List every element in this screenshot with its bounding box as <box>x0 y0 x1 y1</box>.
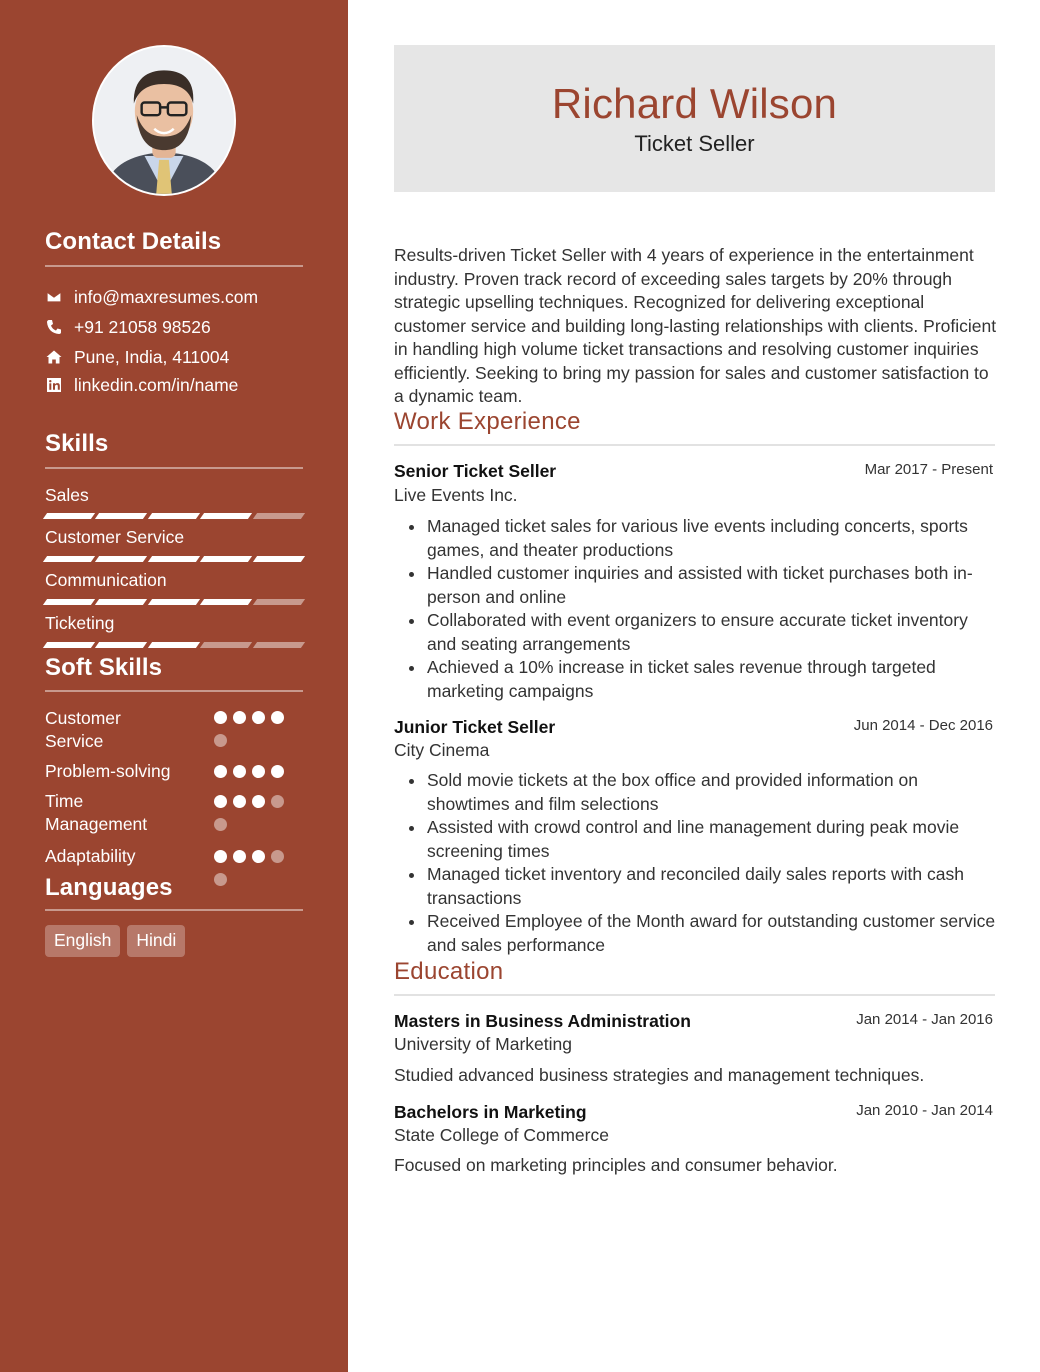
name-header <box>394 45 995 192</box>
profile-photo <box>92 45 236 196</box>
language-chip: English <box>45 925 120 957</box>
skill-segment-filled <box>148 513 201 519</box>
skill-level-bar <box>45 642 303 648</box>
job-dates: Jun 2014 - Dec 2016 <box>853 717 993 734</box>
skill-segment-filled <box>43 599 96 605</box>
skill-name: Customer Service <box>45 527 185 547</box>
contact-divider <box>45 265 303 267</box>
skill-segment-filled <box>95 599 148 605</box>
work-heading: Work Experience <box>394 408 581 435</box>
job-bullets <box>406 769 998 957</box>
soft-skill-name: Time Management <box>45 791 148 834</box>
job-bullet: Achieved a 10% increase in ticket sales revenue through targeted marketing campaigns <box>406 656 998 703</box>
language-chip: Hindi <box>127 925 185 957</box>
contact-address <box>45 346 229 368</box>
skill-segment-filled <box>200 599 253 605</box>
skill-level-bar <box>45 599 303 605</box>
contact-email[interactable] <box>45 286 258 308</box>
candidate-name: Richard Wilson <box>551 80 838 127</box>
person-portrait-icon <box>94 47 234 194</box>
skill-name: Sales <box>45 485 89 505</box>
skill-segment-filled <box>95 556 148 562</box>
contact-address-text: Pune, India, 411004 <box>74 346 230 367</box>
rating-dot-filled <box>271 711 284 724</box>
job-bullet: Collaborated with event organizers to ensure accurate ticket inventory and seating arrangements <box>406 609 998 656</box>
soft-skill-rating <box>214 711 294 747</box>
candidate-title: Ticket Seller <box>634 131 755 156</box>
skill-segment-empty <box>253 599 306 605</box>
soft-skill-rating <box>214 795 294 831</box>
rating-dot-filled <box>271 765 284 778</box>
skill-segment-filled <box>148 599 201 605</box>
job-bullet: Handled customer inquiries and assisted with ticket purchases both in-person and online <box>406 562 998 609</box>
rating-dot-filled <box>233 850 246 863</box>
rating-dot-empty <box>271 795 284 808</box>
languages-divider <box>45 909 303 911</box>
edu-dates: Jan 2010 - Jan 2014 <box>856 1102 993 1119</box>
soft-skill-name: Adaptability <box>45 846 136 866</box>
edu-degree: Masters in Business Administration <box>394 1011 691 1031</box>
job-company: Live Events Inc. <box>394 485 518 505</box>
rating-dot-filled <box>233 795 246 808</box>
skill-segment-empty <box>253 642 306 648</box>
skill-name: Communication <box>45 570 167 590</box>
contact-phone-text: +91 21058 98526 <box>74 316 211 337</box>
soft-skill-rating <box>214 765 294 778</box>
profile-summary: Results-driven Ticket Seller with 4 years of experience in the entertainment industry. Proven track record of exceeding sales targets by 20% through strategic upselling techniques. Recognized for delivering exceptional customer service and building long-lasting relationships with clients. Proficient in handling high volume ticket transactions and resolving customer inquiries efficiently. Seeking to bring my passion for sales and customer satisfaction to a dynamic team. <box>394 245 997 406</box>
rating-dot-filled <box>252 765 265 778</box>
soft-skill-name: Problem-solving <box>45 761 171 781</box>
rating-dot-filled <box>252 850 265 863</box>
rating-dot-filled <box>252 711 265 724</box>
rating-dot-filled <box>214 765 227 778</box>
skill-segment-filled <box>43 642 96 648</box>
edu-degree: Bachelors in Marketing <box>394 1102 587 1122</box>
skill-name: Ticketing <box>45 613 115 633</box>
rating-dot-filled <box>233 711 246 724</box>
skill-segment-filled <box>148 556 201 562</box>
soft-skill-rating <box>214 850 294 886</box>
skill-segment-filled <box>43 556 96 562</box>
contact-linkedin[interactable] <box>45 374 238 396</box>
envelope-icon <box>45 288 63 306</box>
rating-dot-filled <box>233 765 246 778</box>
rating-dot-filled <box>214 795 227 808</box>
skill-segment-filled <box>95 642 148 648</box>
skill-segment-filled <box>200 513 253 519</box>
rating-dot-empty <box>214 873 227 886</box>
job-bullet: Sold movie tickets at the box office and provided information on showtimes and film selections <box>406 769 998 816</box>
job-bullet: Received Employee of the Month award for outstanding customer service and sales performance <box>406 910 998 957</box>
skill-segment-filled <box>148 642 201 648</box>
skill-level-bar <box>45 556 303 562</box>
job-dates: Mar 2017 - Present <box>864 461 993 478</box>
skill-segment-filled <box>200 556 253 562</box>
job-role: Junior Ticket Seller <box>394 717 556 737</box>
contact-linkedin-text: linkedin.com/in/name <box>74 374 239 395</box>
job-bullets <box>406 515 998 703</box>
skills-divider <box>45 467 303 469</box>
job-bullet: Assisted with crowd control and line management during peak movie screening times <box>406 816 998 863</box>
skill-level-bar <box>45 513 303 519</box>
rating-dot-filled <box>252 795 265 808</box>
rating-dot-empty <box>214 818 227 831</box>
soft-skill-name: Customer Service <box>45 708 121 751</box>
skill-segment-filled <box>95 513 148 519</box>
edu-description: Studied advanced business strategies and management techniques. <box>394 1065 925 1085</box>
phone-icon <box>45 318 63 336</box>
job-bullet: Managed ticket inventory and reconciled daily sales reports with cash transactions <box>406 863 998 910</box>
skill-segment-empty <box>200 642 253 648</box>
edu-school: University of Marketing <box>394 1034 572 1054</box>
sidebar <box>0 0 348 1372</box>
home-icon <box>45 348 63 366</box>
job-role: Senior Ticket Seller <box>394 461 557 481</box>
work-divider <box>394 444 995 446</box>
edu-school: State College of Commerce <box>394 1125 609 1145</box>
contact-email-text: info@maxresumes.com <box>74 286 259 307</box>
linkedin-icon <box>45 376 63 394</box>
education-divider <box>394 994 995 996</box>
edu-dates: Jan 2014 - Jan 2016 <box>856 1011 993 1028</box>
skill-segment-filled <box>253 556 306 562</box>
edu-description: Focused on marketing principles and consumer behavior. <box>394 1155 838 1175</box>
soft-skills-heading: Soft Skills <box>45 654 163 681</box>
job-bullet: Managed ticket sales for various live events including concerts, sports games, and theater productions <box>406 515 998 562</box>
language-list <box>45 925 185 957</box>
rating-dot-filled <box>214 711 227 724</box>
languages-heading: Languages <box>45 874 173 901</box>
job-company: City Cinema <box>394 740 490 760</box>
contact-heading: Contact Details <box>45 228 222 255</box>
rating-dot-filled <box>214 850 227 863</box>
contact-phone[interactable] <box>45 316 211 338</box>
skill-segment-empty <box>253 513 306 519</box>
skills-heading: Skills <box>45 430 109 457</box>
rating-dot-empty <box>214 734 227 747</box>
rating-dot-empty <box>271 850 284 863</box>
education-heading: Education <box>394 958 504 985</box>
soft-skills-divider <box>45 690 303 692</box>
skill-segment-filled <box>43 513 96 519</box>
